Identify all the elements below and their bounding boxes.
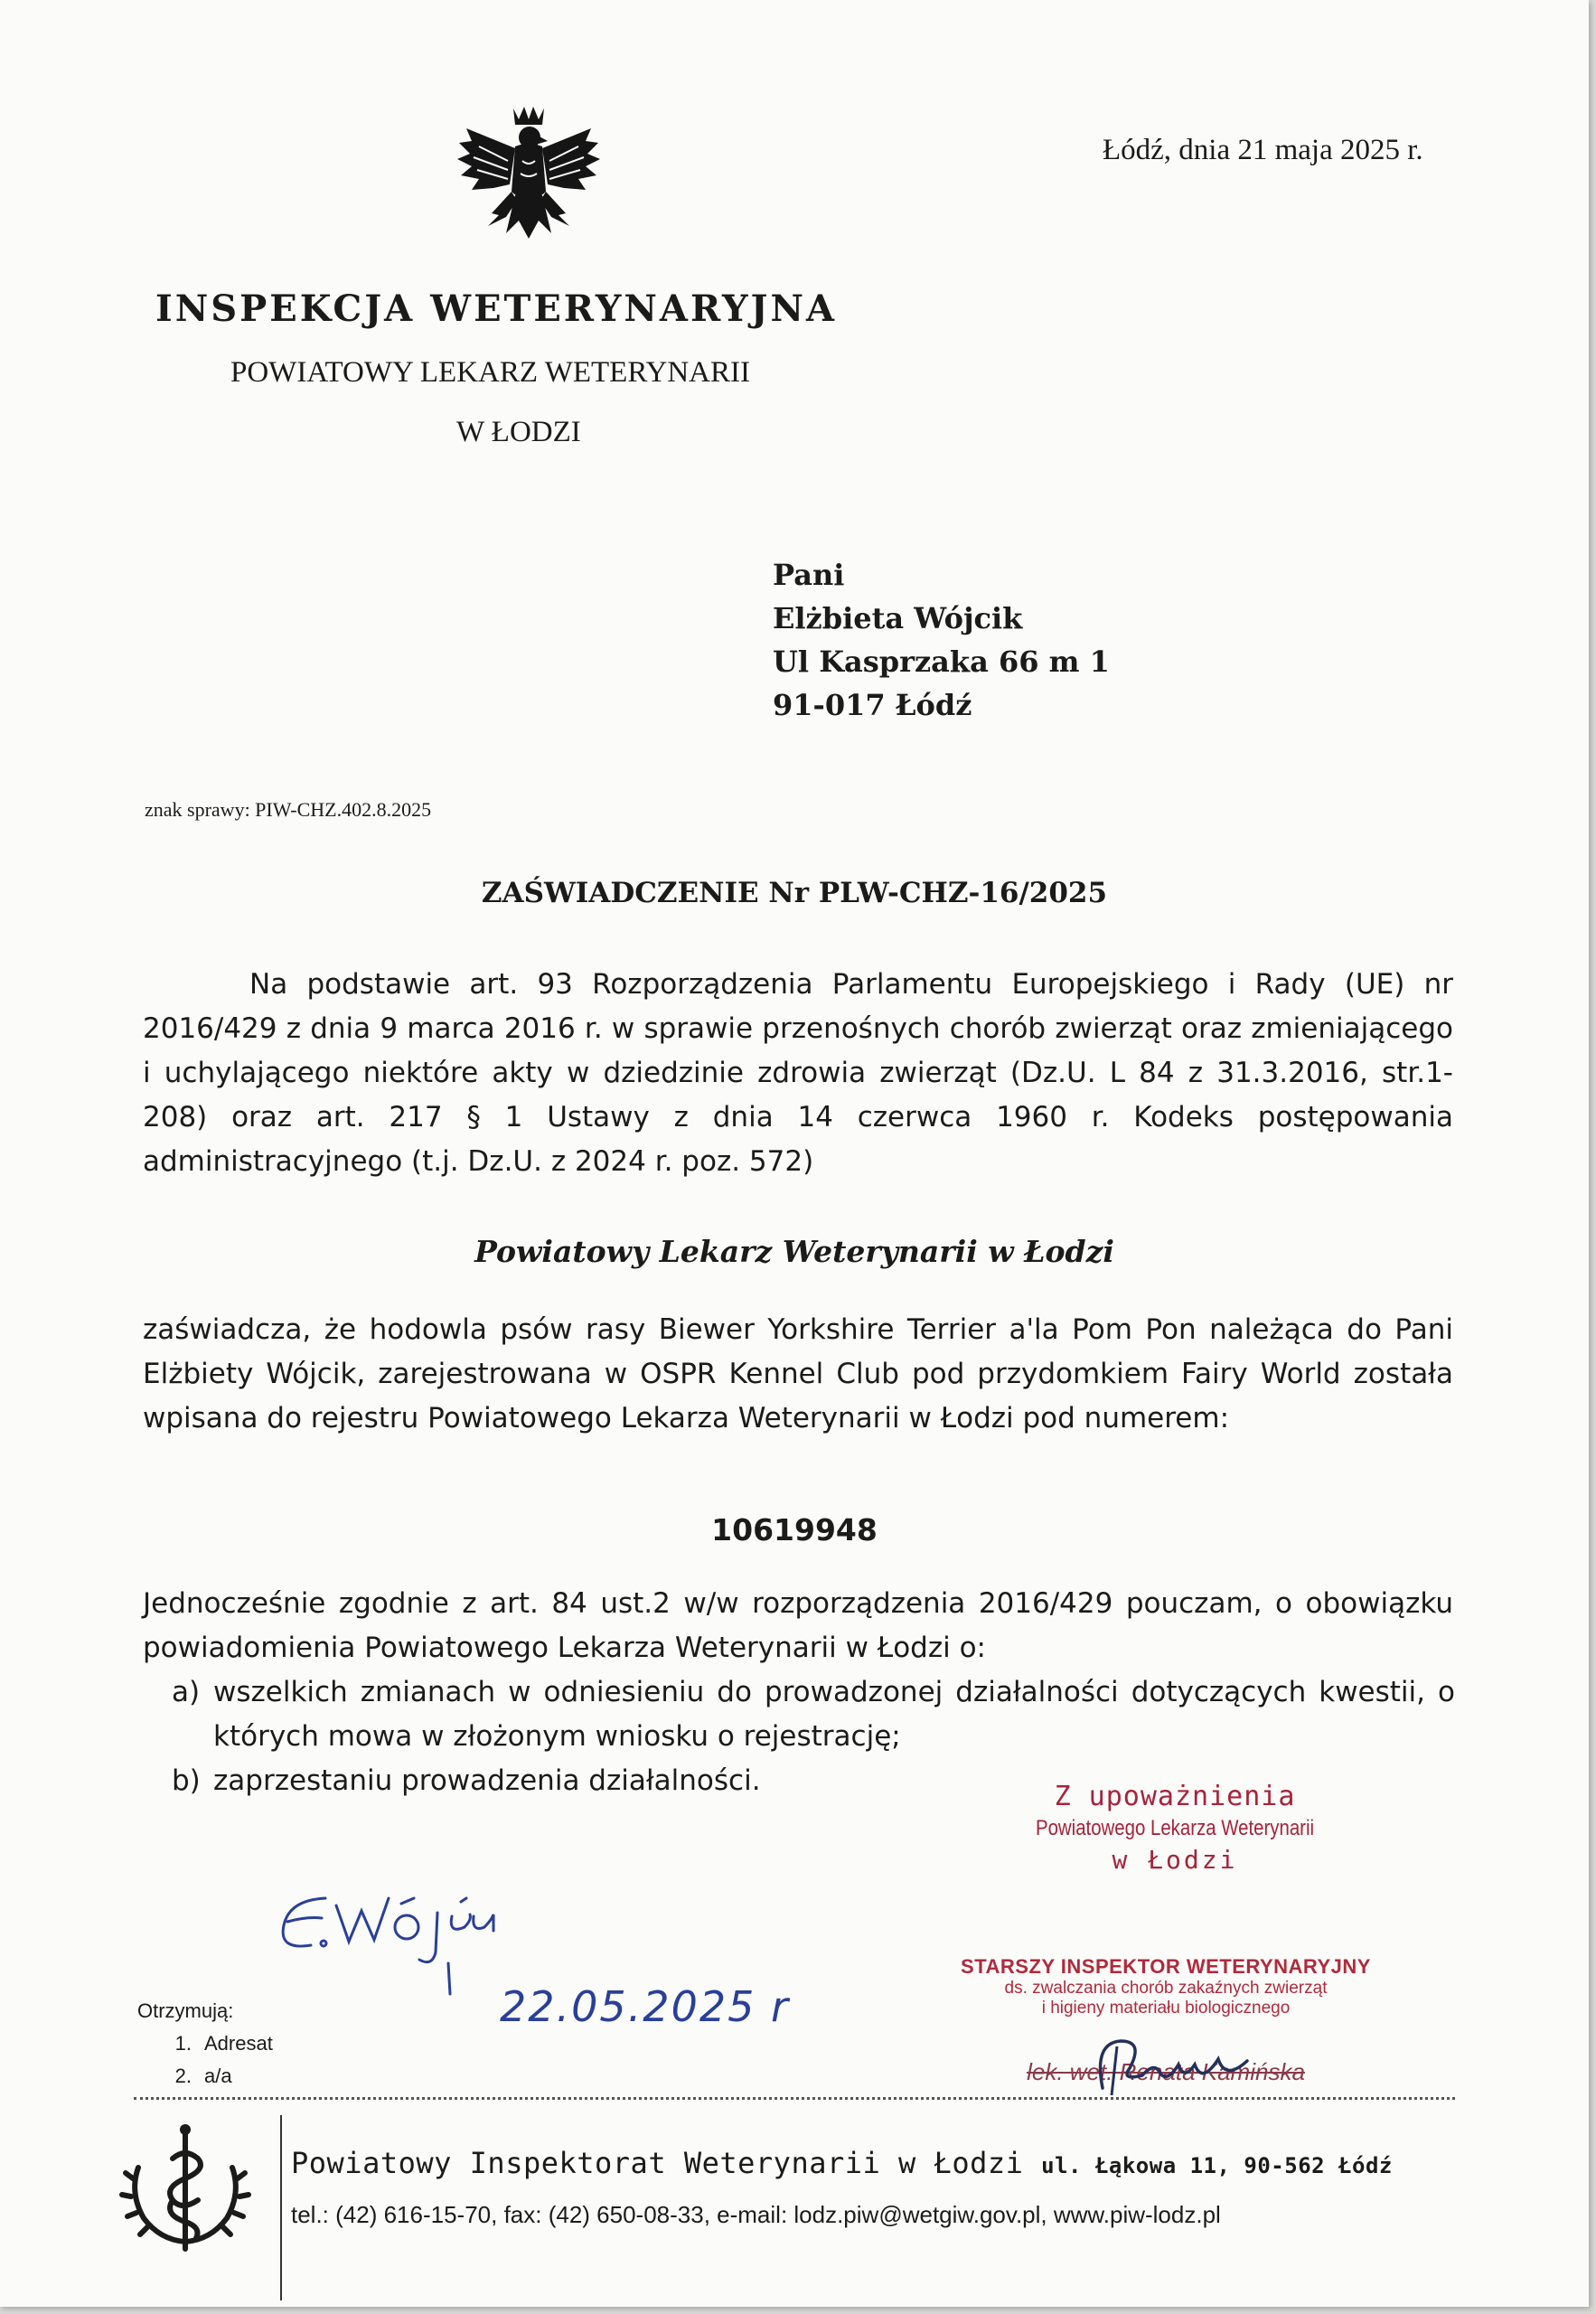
office-location: W ŁODZI <box>456 416 581 448</box>
recipient-address <box>773 553 1110 727</box>
footer-divider <box>134 2097 1455 2100</box>
footer-office-name: Powiatowy Inspektorat Weterynarii w Łodzi <box>291 2146 1024 2180</box>
inspector-signature-icon <box>1066 2025 1283 2106</box>
signature-date: 22.05.2025 r <box>500 1982 790 2031</box>
institution-name: INSPEKCJA WETERYNARYJNA <box>155 287 838 330</box>
document-date: Łódź, dnia 21 maja 2025 r. <box>1103 134 1423 166</box>
list-item <box>137 2027 273 2060</box>
list-item <box>172 1670 1455 1759</box>
footer-office-line <box>291 2146 1393 2180</box>
office-name: POWIATOWY LEKARZ WETERYNARII <box>230 356 750 389</box>
legal-basis-paragraph: Na podstawie art. 93 Rozporządzenia Parlamentu Europejskiego i Rady (UE) nr 2016/429 z dnia 9 marca 2016 r. w sprawie przenośnych chorób zwierząt oraz zmieniającego i uchylającego niektóre akty w dziedzinie zdrowia zwierząt (Dz.U. L 84 z 31.3.2016, str.1-208) oraz art. 217 § 1 Ustawy z dnia 14 czerwca 1960 r. Kodeks postępowania administracyjnego (t.j. Dz.U. z 2024 r. poz. 572) <box>143 968 1453 1178</box>
recipients-label: Otrzymują: <box>137 1999 234 2022</box>
case-number: znak sprawy: PIW-CHZ.402.8.2025 <box>145 798 432 821</box>
inspector-role: i higieny materiału biologicznego <box>1041 1999 1291 2018</box>
authorization-stamp <box>958 1781 1392 1875</box>
inspector-name: lek. wet. Renata Kamińska <box>1027 2058 1305 2085</box>
stamp-line: w Łodzi <box>1112 1845 1238 1875</box>
list-item-text: Adresat <box>204 2032 273 2055</box>
recipient-city: 91-017 Łódź <box>773 688 972 722</box>
polish-eagle-emblem-icon <box>452 101 606 255</box>
recipient-street: Ul Kasprzaka 66 m 1 <box>773 644 1110 679</box>
list-item-marker: 2. <box>174 2065 192 2087</box>
list-item-marker: 1. <box>174 2032 192 2055</box>
inspector-role: ds. zwalczania chorób zakaźnych zwierząt <box>1004 1979 1328 1998</box>
recipient-salutation: Pani <box>773 558 845 592</box>
issuer-heading: Powiatowy Lekarz Weterynarii w Łodzi <box>474 1234 1114 1269</box>
list-item-text: a/a <box>204 2065 232 2087</box>
list-item-text: zaprzestaniu prowadzenia działalności. <box>213 1764 761 1797</box>
list-item <box>137 2060 273 2093</box>
recipients-list <box>137 1995 273 2093</box>
footer-vertical-divider <box>280 2115 282 2300</box>
obligation-paragraph: Jednocześnie zgodnie z art. 84 ust.2 w/w rozporządzenia 2016/429 pouczam, o obowiązku powiadomienia Powiatowego Lekarza Weterynarii w Łodzi o: <box>143 1587 1453 1664</box>
registration-number: 10619948 <box>711 1512 878 1547</box>
list-item-text: wszelkich zmianach w odniesieniu do prowadzonej działalności dotyczących kwestii, o których mowa w złożonym wniosku o rejestrację; <box>213 1676 1455 1753</box>
footer-contact: tel.: (42) 616-15-70, fax: (42) 650-08-33, e-mail: lodz.piw@wetgiw.gov.pl, www.piw-lodz.pl <box>291 2201 1221 2228</box>
list-item-marker: b) <box>172 1764 201 1797</box>
stamp-line: Powiatowego Lekarza Weterynarii <box>1035 1816 1315 1840</box>
certification-paragraph: zaświadcza, że hodowla psów rasy Biewer Yorkshire Terrier a'la Pom Pon należąca do Pani Elżbiety Wójcik, zarejestrowana w OSPR Kennel Club pod przydomkiem Fairy World została wpisana do rejestru Powiatowego Lekarza Weterynarii w Łodzi pod numerem: <box>143 1313 1453 1434</box>
certificate-title: ZAŚWIADCZENIE Nr PLW-CHZ-16/2025 <box>481 877 1108 909</box>
recipient-name: Elżbieta Wójcik <box>773 601 1023 635</box>
caduceus-logo-icon <box>113 2113 258 2258</box>
footer-address: ul. Łąkowa 11, 90-562 Łódź <box>1041 2153 1393 2178</box>
list-item-marker: a) <box>172 1676 201 1708</box>
inspector-title: STARSZY INSPEKTOR WETERYNARYJNY <box>961 1955 1371 1978</box>
stamp-line: Z upoważnienia <box>1054 1781 1296 1812</box>
